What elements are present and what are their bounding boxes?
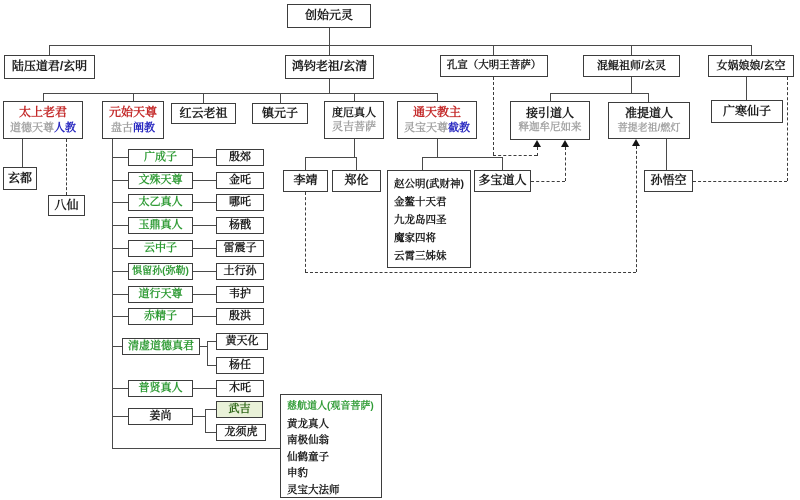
master-name: 准提道人 bbox=[624, 106, 673, 121]
master-alias-sect: 道德天尊人教 bbox=[10, 121, 76, 134]
dashed-connector bbox=[636, 146, 637, 272]
connector bbox=[305, 157, 306, 170]
connector bbox=[305, 157, 357, 158]
connector bbox=[193, 248, 216, 249]
node-zhenglun bbox=[332, 170, 381, 192]
master-alias: 释迦牟尼如来 bbox=[518, 121, 582, 134]
node-label: 郑伦 bbox=[344, 173, 369, 188]
connector bbox=[193, 180, 216, 181]
connector bbox=[112, 248, 128, 249]
master-name: 太上老君 bbox=[18, 105, 67, 120]
node-lijing bbox=[283, 170, 328, 192]
connector bbox=[43, 93, 438, 94]
connector bbox=[112, 448, 280, 449]
connector bbox=[631, 76, 632, 93]
disciple-box-huangtianhua: 黄天化 bbox=[216, 333, 268, 350]
node-zhenyuanzi bbox=[252, 103, 308, 124]
node-label: 红云老祖 bbox=[179, 105, 228, 120]
master-name: 元始天尊 bbox=[108, 105, 157, 120]
connector bbox=[354, 139, 355, 157]
disciple-box-yinjiao: 殷郊 bbox=[216, 149, 264, 166]
node-yuanshitianzun bbox=[102, 101, 164, 139]
connector bbox=[193, 202, 216, 203]
node-label: 多宝道人 bbox=[478, 173, 527, 188]
disciple-box-leizhenzi: 雷震子 bbox=[216, 240, 264, 257]
dashed-connector bbox=[66, 139, 67, 195]
connector bbox=[112, 271, 128, 272]
connector bbox=[329, 78, 330, 93]
master-box-qingxudaodezhenjun: 清虚道德真君 bbox=[122, 338, 200, 355]
connector bbox=[205, 432, 216, 433]
node-zhaogongming-group bbox=[387, 170, 471, 268]
connector bbox=[751, 45, 752, 55]
dashed-connector bbox=[493, 77, 494, 155]
node-label: 孔宣（大明王菩萨） bbox=[446, 59, 542, 72]
connector bbox=[203, 93, 204, 103]
connector bbox=[207, 341, 216, 342]
node-xuandu bbox=[3, 167, 37, 190]
master-alias-sect: 盘古阐教 bbox=[111, 121, 155, 134]
node-guanghanxianzi bbox=[711, 100, 783, 123]
connector bbox=[422, 157, 503, 158]
group-line: 云霄三姊妹 bbox=[394, 250, 447, 262]
dashed-connector bbox=[693, 181, 787, 182]
master-box-taiyizhenren: 太乙真人 bbox=[128, 194, 193, 211]
node-nvwaniangniang bbox=[708, 55, 794, 77]
node-zhuntidaoren bbox=[608, 102, 690, 139]
node-label: 玄都 bbox=[7, 170, 32, 185]
dashed-connector bbox=[565, 147, 566, 181]
node-taishanglaojun bbox=[3, 101, 83, 139]
arrow-up-icon bbox=[561, 140, 569, 147]
connector bbox=[112, 316, 128, 317]
connector bbox=[437, 139, 438, 157]
group-line: 金鳌十天君 bbox=[394, 196, 447, 208]
connector bbox=[193, 225, 216, 226]
group-line: 魔家四将 bbox=[394, 232, 436, 244]
connector bbox=[22, 139, 23, 167]
arrow-up-icon bbox=[533, 140, 541, 147]
dashed-connector bbox=[537, 147, 538, 156]
connector bbox=[112, 346, 122, 347]
group-line: 慈航道人(观音菩萨) bbox=[287, 401, 374, 412]
connector bbox=[550, 93, 649, 94]
dashed-connector bbox=[531, 181, 565, 182]
disciple-box-tuxingsun: 土行孙 bbox=[216, 263, 264, 280]
group-line: 仙鹤童子 bbox=[287, 450, 329, 463]
master-box-puxianzhenren: 普贤真人 bbox=[128, 380, 193, 397]
node-jieyindaoren bbox=[510, 101, 590, 140]
connector bbox=[666, 139, 667, 170]
connector bbox=[205, 409, 216, 410]
node-hongjunlaozu bbox=[285, 55, 374, 79]
node-duerzhenren bbox=[324, 101, 384, 139]
node-cihang-group bbox=[280, 394, 382, 498]
node-tongtianjiaozhu bbox=[397, 101, 477, 139]
connector bbox=[746, 77, 747, 100]
master-box-wenshutianzun: 文殊天尊 bbox=[128, 172, 193, 189]
node-label: 陆压道君/玄明 bbox=[11, 59, 88, 74]
arrow-up-icon bbox=[632, 139, 640, 146]
node-sunwukong bbox=[644, 170, 693, 192]
connector bbox=[112, 294, 128, 295]
node-label: 女娲娘娘/玄空 bbox=[716, 59, 786, 72]
connector bbox=[502, 157, 503, 170]
master-alias: 菩提老祖/燃灯 bbox=[617, 122, 681, 134]
node-label: 孙悟空 bbox=[650, 173, 687, 188]
connector bbox=[112, 388, 128, 389]
master-name: 度厄真人 bbox=[332, 106, 376, 119]
group-line: 黄龙真人 bbox=[287, 417, 329, 430]
connector bbox=[112, 180, 128, 181]
connector bbox=[193, 316, 216, 317]
node-label: 李靖 bbox=[293, 173, 318, 188]
connector bbox=[112, 202, 128, 203]
group-line: 九龙岛四圣 bbox=[394, 214, 447, 226]
connector bbox=[112, 416, 128, 417]
connector bbox=[422, 157, 423, 170]
disciple-box-wuji: 武吉 bbox=[216, 401, 263, 418]
node-label: 广寒仙子 bbox=[722, 103, 771, 118]
disciple-box-weihu: 韦护 bbox=[216, 286, 264, 303]
connector bbox=[193, 157, 216, 158]
connector bbox=[112, 225, 128, 226]
master-box-juliusun: 惧留孙(弥勒) bbox=[128, 263, 193, 280]
dashed-connector bbox=[493, 155, 537, 156]
master-alias-sect: 灵宝天尊截教 bbox=[404, 121, 470, 134]
connector bbox=[49, 45, 50, 55]
group-line: 南极仙翁 bbox=[287, 434, 329, 446]
node-duobaodaoren bbox=[474, 170, 531, 192]
master-box-guangchengzi: 广成子 bbox=[128, 149, 193, 166]
node-kongxuan bbox=[440, 55, 548, 77]
master-box-yudingzhenren: 玉鼎真人 bbox=[128, 217, 193, 234]
disciple-box-muzha: 木吒 bbox=[216, 380, 264, 397]
group-line: 灵宝大法师 bbox=[287, 483, 340, 496]
master-box-yunzhongzi: 云中子 bbox=[128, 240, 193, 257]
disciple-box-jinzha: 金吒 bbox=[216, 172, 264, 189]
master-box-jiangshang: 姜尚 bbox=[128, 408, 193, 425]
connector bbox=[193, 271, 216, 272]
group-line: 赵公明(武财神) bbox=[394, 178, 464, 190]
group-line: 申豹 bbox=[287, 467, 308, 479]
node-chuangshiyuanling bbox=[287, 4, 371, 28]
disciple-box-yangjian: 杨戬 bbox=[216, 217, 264, 234]
disciple-box-yangren: 杨任 bbox=[216, 357, 264, 374]
node-baxian bbox=[48, 195, 85, 216]
node-label: 八仙 bbox=[54, 197, 79, 212]
connector bbox=[193, 294, 216, 295]
dashed-connector bbox=[787, 77, 788, 181]
connector bbox=[205, 409, 206, 433]
connector bbox=[207, 365, 216, 366]
disciple-box-longxuhu: 龙须虎 bbox=[216, 424, 266, 441]
connector bbox=[200, 346, 207, 347]
connector bbox=[49, 45, 752, 46]
master-alias: 灵吉菩萨 bbox=[332, 121, 376, 133]
master-box-chijingzi: 赤精子 bbox=[128, 308, 193, 325]
node-label: 混鲲祖师/玄灵 bbox=[596, 59, 667, 72]
node-label: 鸿钧老祖/玄清 bbox=[291, 59, 368, 74]
disciple-box-nezha: 哪吒 bbox=[216, 194, 264, 211]
connector bbox=[193, 388, 216, 389]
connector bbox=[631, 45, 632, 55]
connector bbox=[356, 157, 357, 170]
dashed-connector bbox=[305, 192, 306, 272]
connector bbox=[193, 416, 205, 417]
connector bbox=[648, 93, 649, 102]
master-box-daoxingtianzun: 道行天尊 bbox=[128, 286, 193, 303]
node-luyadaojun bbox=[4, 55, 95, 79]
connector bbox=[550, 93, 551, 101]
disciple-box-yinhong: 殷洪 bbox=[216, 308, 264, 325]
dashed-connector bbox=[305, 272, 636, 273]
connector bbox=[329, 27, 330, 45]
connector bbox=[280, 93, 281, 103]
node-hongyunlaozu bbox=[171, 103, 236, 124]
connector bbox=[493, 45, 494, 55]
master-name: 接引道人 bbox=[525, 105, 574, 120]
connector bbox=[112, 157, 128, 158]
master-name: 通天教主 bbox=[412, 105, 461, 120]
node-label: 创始元灵 bbox=[304, 8, 353, 23]
node-label: 镇元子 bbox=[261, 105, 298, 120]
node-hunkunzushi bbox=[583, 55, 680, 77]
connector bbox=[207, 341, 208, 366]
